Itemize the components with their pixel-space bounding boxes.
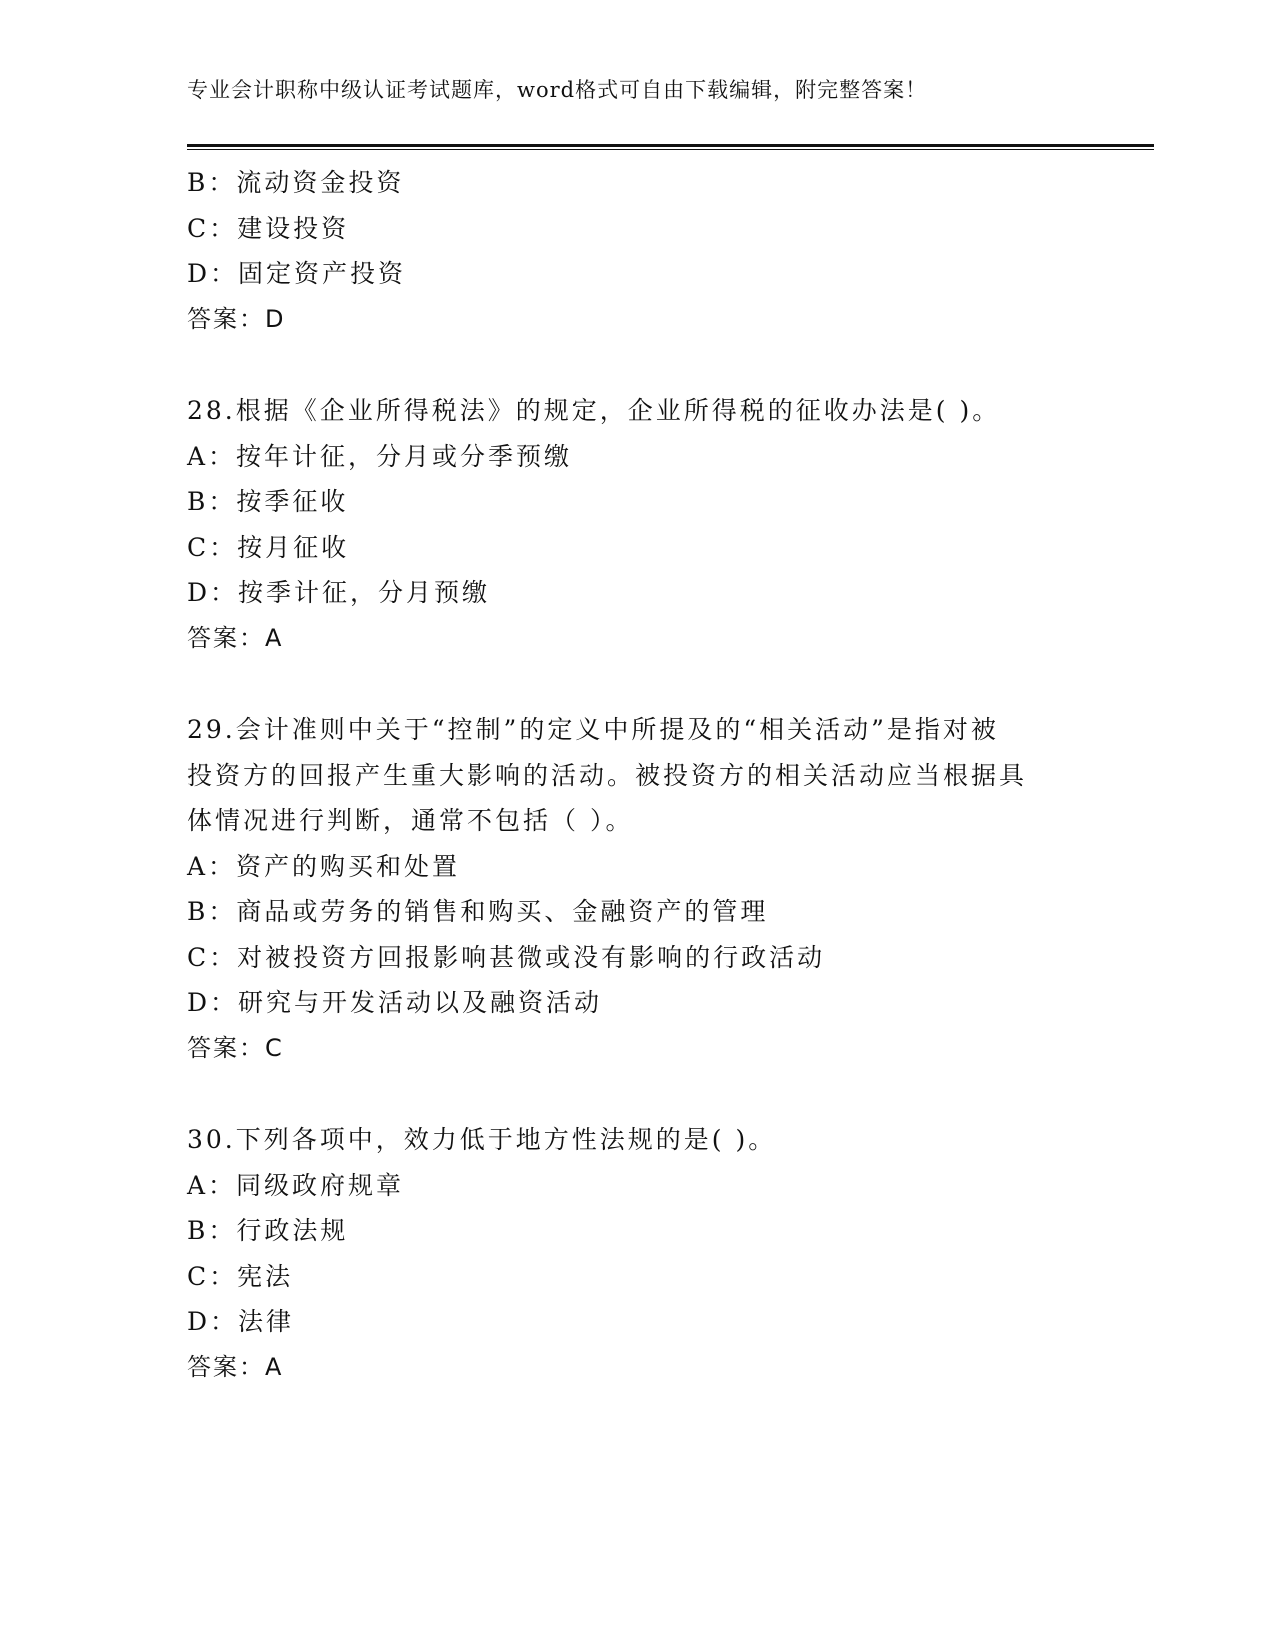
option-a: A：资产的购买和处置 <box>187 851 461 881</box>
option-b: B：按季征收 <box>187 487 349 516</box>
option-d: D：固定资产投资 <box>187 259 407 288</box>
answer: 答案：D <box>187 304 286 333</box>
question-list <box>187 160 1087 1390</box>
option-c: C：对被投资方回报影响甚微或没有影响的行政活动 <box>187 942 826 972</box>
answer: 答案：A <box>187 1352 284 1381</box>
question-stem: 30.下列各项中，效力低于地方性法规的是( )。 <box>187 1125 777 1154</box>
option-b: B：商品或劳务的销售和购买、金融资产的管理 <box>187 897 769 926</box>
question-stem-line: 29.会计准则中关于“控制”的定义中所提及的“相关活动”是指对被 <box>187 715 999 744</box>
option-c: C：建设投资 <box>187 213 350 243</box>
option-b: B：流动资金投资 <box>187 168 405 197</box>
question-stem: 28.根据《企业所得税法》的规定，企业所得税的征收办法是( )。 <box>187 396 1001 425</box>
option-c: C：按月征收 <box>187 532 350 562</box>
answer: 答案：A <box>187 623 284 652</box>
option-a: A：按年计征，分月或分季预缴 <box>187 441 573 471</box>
answer: 答案：C <box>187 1033 284 1062</box>
page-header: 专业会计职称中级认证考试题库，word格式可自由下载编辑，附完整答案！ <box>187 78 928 102</box>
question-stem-line: 体情况进行判断，通常不包括（ ）。 <box>187 806 634 835</box>
option-b: B：行政法规 <box>187 1216 349 1245</box>
option-a: A：同级政府规章 <box>187 1170 405 1200</box>
option-d: D：法律 <box>187 1307 295 1336</box>
question-stem-line: 投资方的回报产生重大影响的活动。被投资方的相关活动应当根据具 <box>187 760 1028 790</box>
option-d: D：按季计征，分月预缴 <box>187 578 491 607</box>
header-divider <box>187 144 1154 150</box>
option-c: C：宪法 <box>187 1261 294 1291</box>
option-d: D：研究与开发活动以及融资活动 <box>187 988 603 1017</box>
